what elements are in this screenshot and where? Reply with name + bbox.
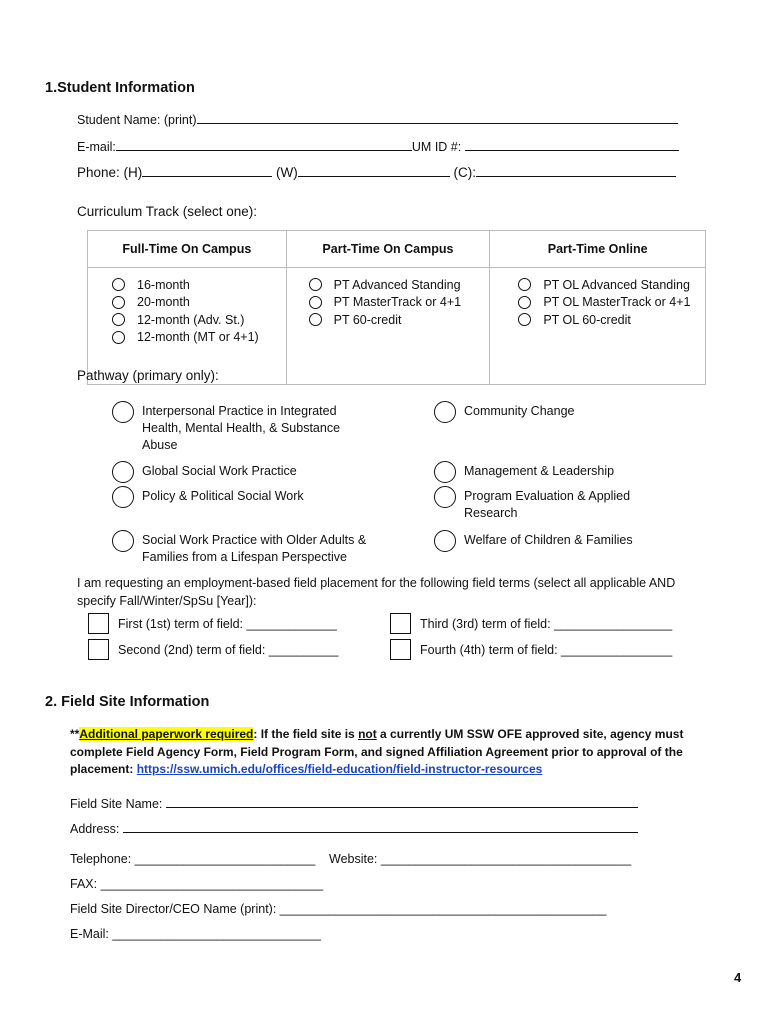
track-header-full-time: Full-Time On Campus	[88, 231, 287, 268]
section-1-title: 1.Student Information	[45, 80, 195, 96]
director-label[interactable]: Field Site Director/CEO Name (print): _______________________________________________	[70, 902, 607, 916]
telephone-row	[70, 852, 315, 866]
pathway-option[interactable]: Social Work Practice with Older Adults & Families from a Lifespan Perspective	[112, 532, 372, 566]
radio-button[interactable]	[112, 486, 134, 508]
umid-field[interactable]	[465, 139, 679, 151]
site-name-label: Field Site Name:	[70, 797, 163, 811]
radio-button[interactable]	[518, 296, 531, 309]
radio-button[interactable]	[112, 331, 125, 344]
director-row	[70, 902, 607, 916]
term-option[interactable]: Second (2nd) term of field: __________	[88, 639, 338, 660]
track-option[interactable]: 20-month	[112, 294, 286, 312]
director-email-label[interactable]: E-Mail: ______________________________	[70, 927, 321, 941]
pathway-option[interactable]: Interpersonal Practice in Integrated Health, Mental Health, & Substance Abuse	[112, 403, 372, 454]
radio-button[interactable]	[112, 278, 125, 291]
website-label[interactable]: Website: ____________________________________	[329, 852, 632, 866]
paperwork-highlight: Additional paperwork required	[79, 727, 254, 741]
checkbox[interactable]	[390, 639, 411, 660]
radio-button[interactable]	[434, 530, 456, 552]
track-option[interactable]: PT OL Advanced Standing	[518, 276, 705, 294]
radio-button[interactable]	[434, 461, 456, 483]
phone-h-label: Phone: (H)	[77, 165, 143, 180]
phone-c-field[interactable]	[476, 165, 676, 177]
curriculum-track-table	[87, 230, 706, 385]
pathway-option[interactable]: Global Social Work Practice	[112, 463, 372, 483]
pathway-option[interactable]: Community Change	[434, 403, 714, 423]
phone-h-field[interactable]	[142, 165, 272, 177]
address-row	[70, 821, 638, 836]
paperwork-note: **Additional paperwork required: If the field site is not a currently UM SSW OFE approved site, agency must complete Field Agency Form, Field Program Form, and signed Affiliation Agreement prior to approval of the placement: https://ssw.umich.edu/offices/field-education/field-instructor-resources	[70, 727, 684, 776]
track-option[interactable]: PT OL MasterTrack or 4+1	[518, 294, 705, 312]
employment-request-text: I am requesting an employment-based field placement for the following field terms (select all applicable AND specify Fall/Winter/SpSu [Year]):	[77, 576, 676, 608]
radio-button[interactable]	[309, 296, 322, 309]
student-name-row	[77, 112, 678, 127]
track-option[interactable]: 12-month (MT or 4+1)	[112, 329, 286, 347]
track-option[interactable]: PT Advanced Standing	[309, 276, 490, 294]
term-option[interactable]: First (1st) term of field: _____________	[88, 613, 337, 634]
checkbox[interactable]	[390, 613, 411, 634]
pathway-label: Pathway (primary only):	[77, 368, 219, 383]
radio-button[interactable]	[309, 278, 322, 291]
section-2-title: 2. Field Site Information	[45, 694, 210, 710]
track-options-part-time-online	[490, 268, 706, 385]
umid-label: UM ID #:	[411, 140, 462, 154]
telephone-label[interactable]: Telephone: __________________________	[70, 852, 316, 866]
track-option[interactable]: PT 60-credit	[309, 311, 490, 329]
track-header-part-time-online: Part-Time Online	[490, 231, 706, 268]
address-label: Address:	[70, 822, 120, 836]
radio-button[interactable]	[112, 530, 134, 552]
pathway-option[interactable]: Program Evaluation & Applied Research	[434, 488, 714, 522]
email-field[interactable]	[116, 139, 412, 151]
track-option[interactable]: PT MasterTrack or 4+1	[309, 294, 490, 312]
term-option[interactable]: Third (3rd) term of field: _________________	[390, 613, 672, 634]
pathway-option[interactable]: Management & Leadership	[434, 463, 714, 483]
fax-label[interactable]: FAX: ________________________________	[70, 877, 324, 891]
radio-button[interactable]	[518, 313, 531, 326]
term-option[interactable]: Fourth (4th) term of field: ________________	[390, 639, 672, 660]
pathway-option[interactable]: Welfare of Children & Families	[434, 532, 714, 552]
phone-row	[77, 165, 676, 180]
page-number: 4	[734, 970, 742, 985]
email-label: E-mail:	[77, 140, 116, 154]
track-options-full-time	[88, 268, 287, 385]
track-options-part-time-campus	[286, 268, 490, 385]
phone-w-label: (W)	[276, 165, 298, 180]
pathway-option[interactable]: Policy & Political Social Work	[112, 488, 372, 508]
student-name-label: Student Name: (print)	[77, 113, 197, 127]
track-option[interactable]: PT OL 60-credit	[518, 311, 705, 329]
radio-button[interactable]	[518, 278, 531, 291]
curriculum-label: Curriculum Track (select one):	[77, 204, 258, 219]
director-email-row	[70, 927, 321, 941]
radio-button[interactable]	[112, 296, 125, 309]
checkbox[interactable]	[88, 613, 109, 634]
site-name-row	[70, 796, 638, 811]
website-row	[329, 852, 631, 866]
site-name-field[interactable]	[166, 796, 638, 808]
phone-w-field[interactable]	[298, 165, 450, 177]
checkbox[interactable]	[88, 639, 109, 660]
radio-button[interactable]	[309, 313, 322, 326]
radio-button[interactable]	[112, 401, 134, 423]
student-name-field[interactable]	[197, 112, 678, 124]
address-field[interactable]	[123, 821, 638, 833]
not-emphasis: not	[358, 727, 377, 741]
phone-c-label: (C):	[453, 165, 477, 180]
track-option[interactable]: 12-month (Adv. St.)	[112, 311, 286, 329]
radio-button[interactable]	[112, 461, 134, 483]
radio-button[interactable]	[434, 401, 456, 423]
field-instructor-resources-link[interactable]: https://ssw.umich.edu/offices/field-education/field-instructor-resources	[136, 762, 543, 776]
fax-row	[70, 877, 323, 891]
radio-button[interactable]	[112, 313, 125, 326]
radio-button[interactable]	[434, 486, 456, 508]
email-row	[77, 139, 679, 154]
track-option[interactable]: 16-month	[112, 276, 286, 294]
track-header-part-time-campus: Part-Time On Campus	[286, 231, 490, 268]
